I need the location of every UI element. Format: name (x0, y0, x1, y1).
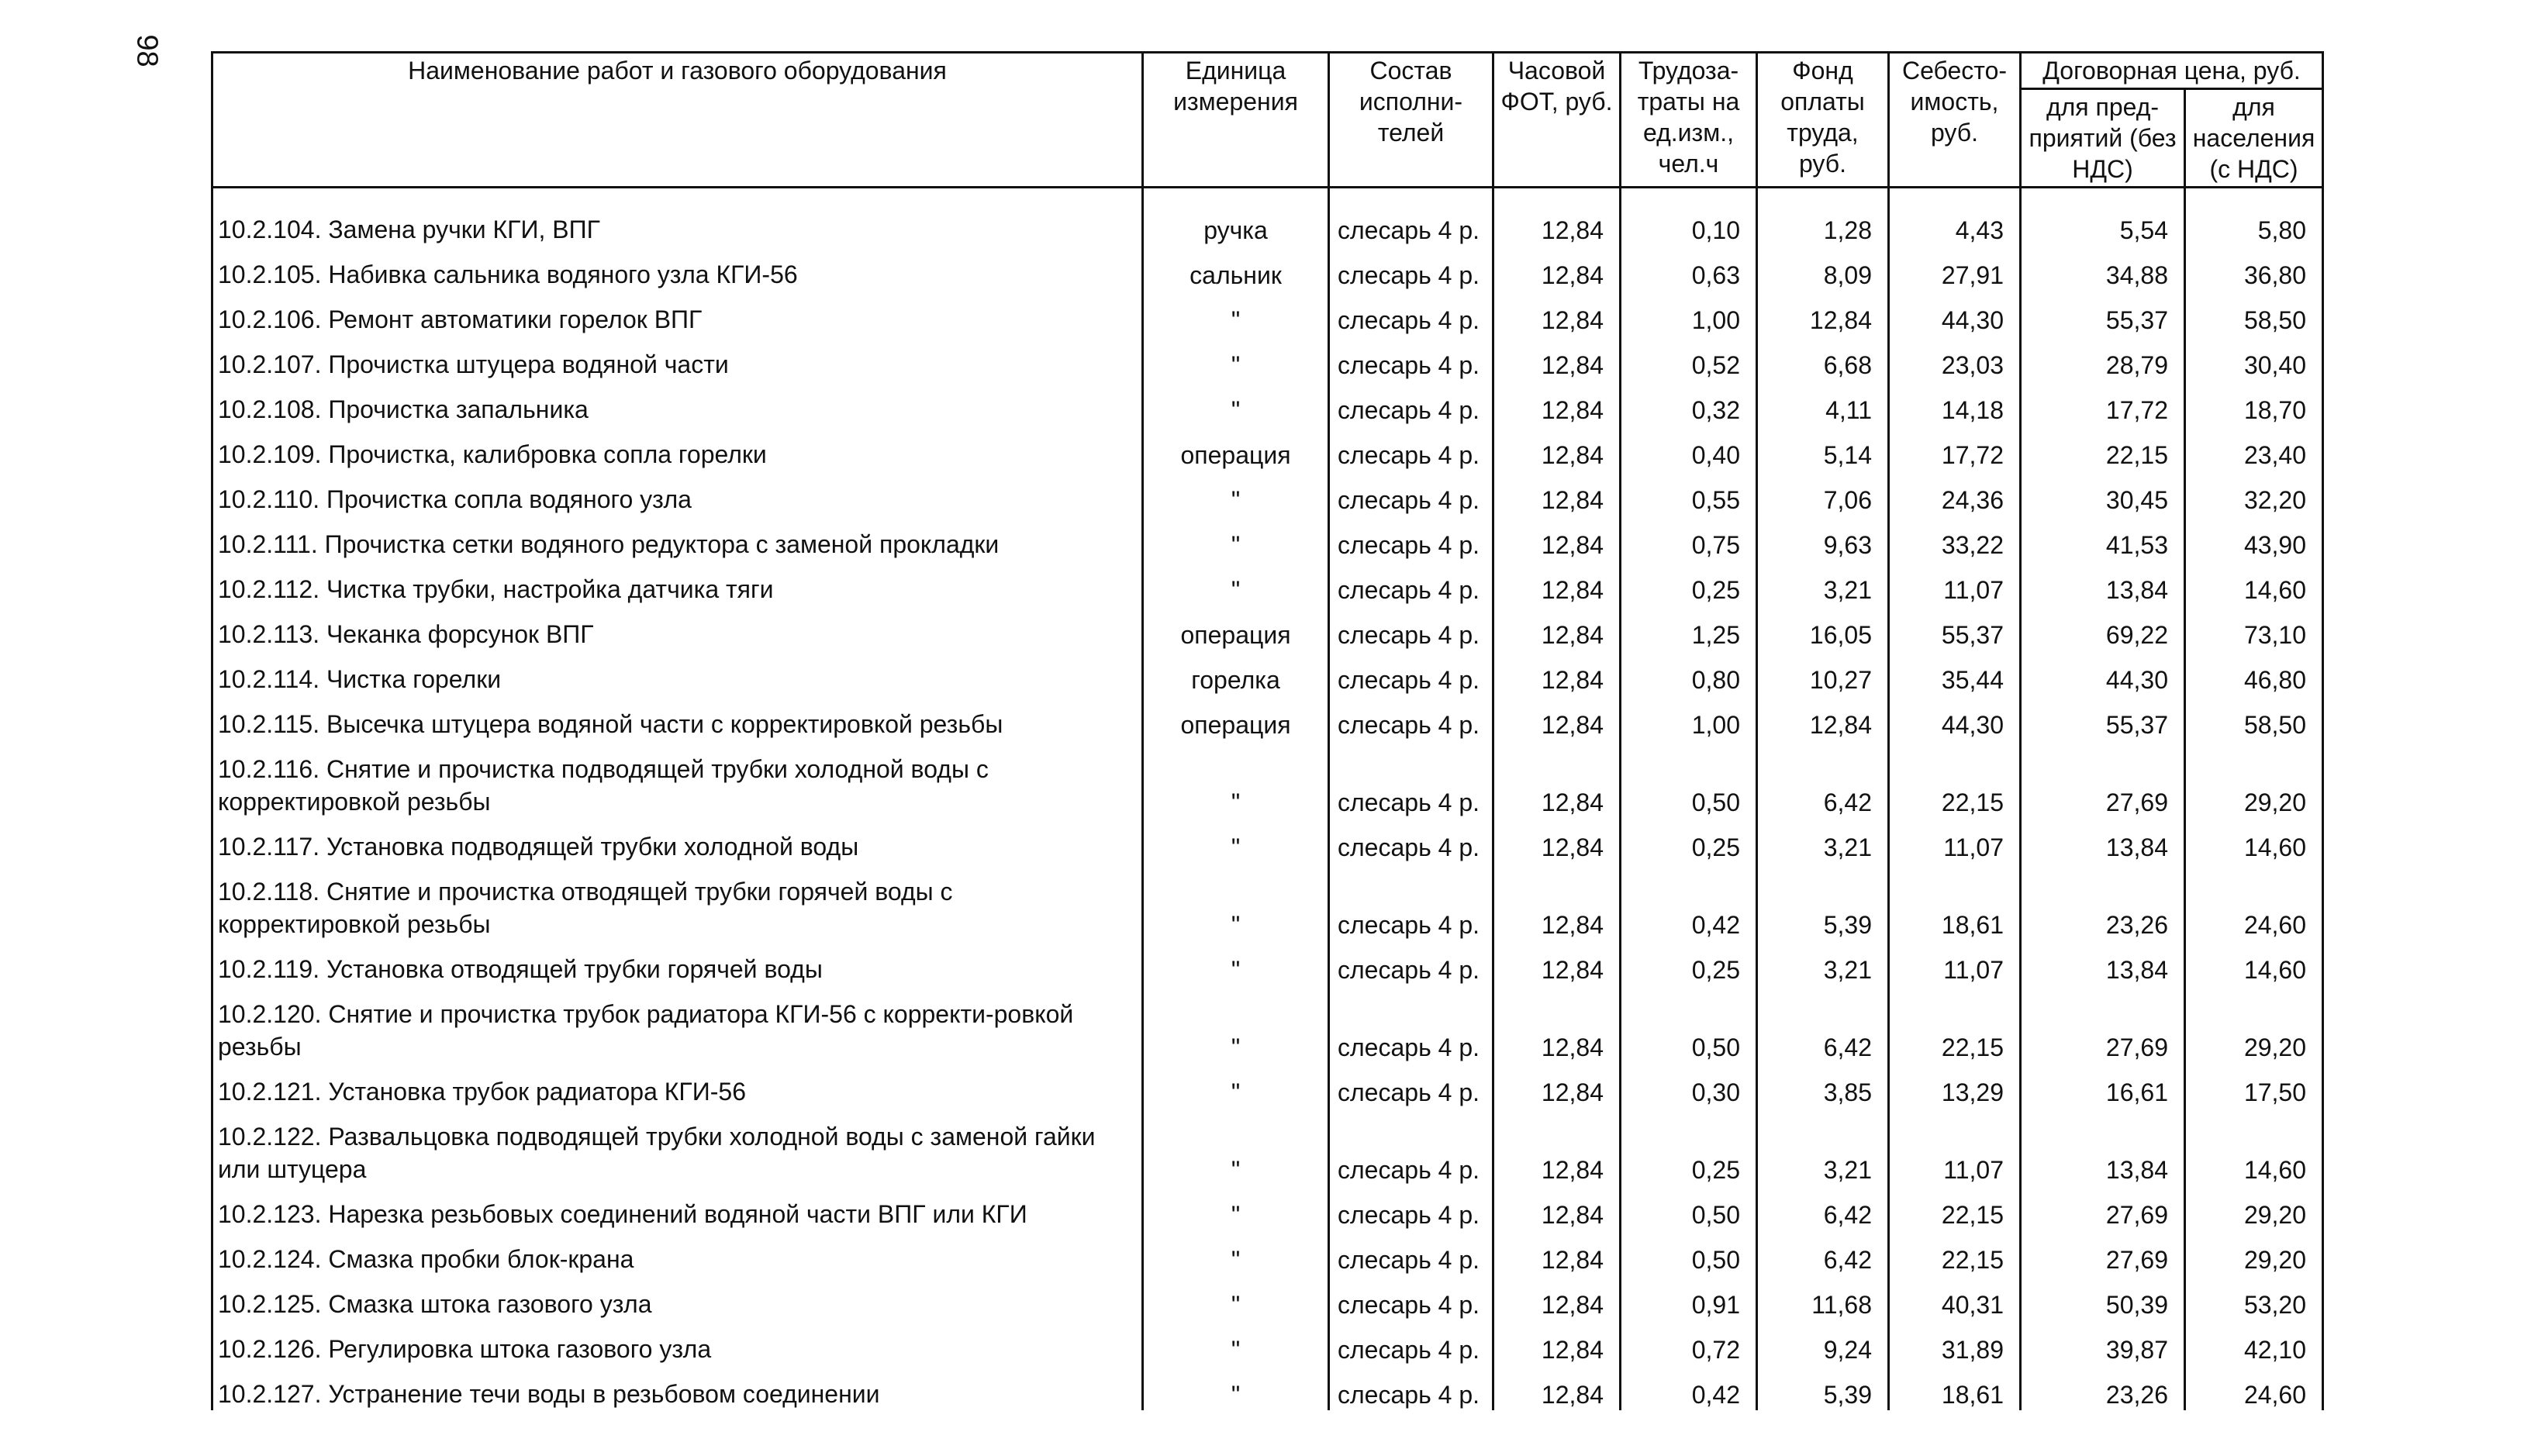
row-price-population: 5,80 (2185, 188, 2323, 247)
price-table (211, 51, 2324, 1410)
row-hourly-wage: 12,84 (1493, 1185, 1621, 1230)
row-wage-fund: 3,21 (1757, 561, 1889, 606)
row-price-enterprise: 27,69 (2021, 985, 2185, 1063)
row-hourly-wage: 12,84 (1493, 381, 1621, 426)
row-name: 10.2.108. Прочистка запальника (212, 381, 1143, 426)
row-price-population: 29,20 (2185, 985, 2323, 1063)
row-price-population: 17,50 (2185, 1063, 2323, 1108)
row-price-enterprise: 23,26 (2021, 1365, 2185, 1410)
row-hourly-wage: 12,84 (1493, 1230, 1621, 1275)
row-unit: " (1143, 1365, 1329, 1410)
row-staff: слесарь 4 р. (1329, 1230, 1493, 1275)
row-price-enterprise: 5,54 (2021, 188, 2185, 247)
row-price-population: 58,50 (2185, 695, 2323, 740)
row-price-enterprise: 27,69 (2021, 740, 2185, 818)
row-cost: 22,15 (1889, 740, 2021, 818)
table-row (212, 516, 2323, 561)
row-staff: слесарь 4 р. (1329, 818, 1493, 863)
row-price-population: 32,20 (2185, 471, 2323, 516)
row-hourly-wage: 12,84 (1493, 426, 1621, 471)
row-staff: слесарь 4 р. (1329, 426, 1493, 471)
row-price-population: 53,20 (2185, 1275, 2323, 1320)
row-labor: 1,00 (1621, 695, 1757, 740)
row-staff: слесарь 4 р. (1329, 1185, 1493, 1230)
row-price-population: 29,20 (2185, 1185, 2323, 1230)
table-row (212, 246, 2323, 291)
row-hourly-wage: 12,84 (1493, 985, 1621, 1063)
row-labor: 0,42 (1621, 863, 1757, 940)
table-row (212, 1275, 2323, 1320)
row-unit: " (1143, 336, 1329, 381)
row-name: 10.2.123. Нарезка резьбовых соединений водяной части ВПГ или КГИ (212, 1185, 1143, 1230)
table-row (212, 1108, 2323, 1185)
row-name: 10.2.122. Развальцовка подводящей трубки холодной воды с заменой гайки или штуцера (212, 1108, 1143, 1185)
row-cost: 14,18 (1889, 381, 2021, 426)
row-wage-fund: 5,39 (1757, 1365, 1889, 1410)
row-price-enterprise: 22,15 (2021, 426, 2185, 471)
row-hourly-wage: 12,84 (1493, 336, 1621, 381)
row-unit: операция (1143, 426, 1329, 471)
row-price-enterprise: 41,53 (2021, 516, 2185, 561)
row-price-population: 24,60 (2185, 1365, 2323, 1410)
row-name: 10.2.116. Снятие и прочистка подводящей трубки холодной воды с корректировкой резьбы (212, 740, 1143, 818)
row-labor: 0,30 (1621, 1063, 1757, 1108)
row-unit: сальник (1143, 246, 1329, 291)
table-body (212, 188, 2323, 1411)
row-labor: 0,50 (1621, 1230, 1757, 1275)
row-unit: " (1143, 1108, 1329, 1185)
row-name: 10.2.107. Прочистка штуцера водяной части (212, 336, 1143, 381)
page-number: 98 (130, 34, 164, 67)
table-row (212, 1063, 2323, 1108)
row-wage-fund: 12,84 (1757, 291, 1889, 336)
row-price-enterprise: 55,37 (2021, 291, 2185, 336)
row-unit: " (1143, 818, 1329, 863)
row-staff: слесарь 4 р. (1329, 606, 1493, 650)
row-hourly-wage: 12,84 (1493, 863, 1621, 940)
row-staff: слесарь 4 р. (1329, 985, 1493, 1063)
row-cost: 23,03 (1889, 336, 2021, 381)
table-row (212, 695, 2323, 740)
row-unit: " (1143, 1063, 1329, 1108)
row-labor: 0,63 (1621, 246, 1757, 291)
row-price-enterprise: 13,84 (2021, 818, 2185, 863)
row-price-enterprise: 27,69 (2021, 1185, 2185, 1230)
row-cost: 18,61 (1889, 1365, 2021, 1410)
row-price-population: 29,20 (2185, 1230, 2323, 1275)
row-price-population: 14,60 (2185, 818, 2323, 863)
row-hourly-wage: 12,84 (1493, 818, 1621, 863)
row-name: 10.2.113. Чеканка форсунок ВПГ (212, 606, 1143, 650)
row-hourly-wage: 12,84 (1493, 516, 1621, 561)
row-price-population: 24,60 (2185, 863, 2323, 940)
row-name: 10.2.126. Регулировка штока газового узла (212, 1320, 1143, 1365)
table-row (212, 336, 2323, 381)
row-name: 10.2.104. Замена ручки КГИ, ВПГ (212, 188, 1143, 247)
row-price-population: 18,70 (2185, 381, 2323, 426)
row-name: 10.2.124. Смазка пробки блок-крана (212, 1230, 1143, 1275)
row-hourly-wage: 12,84 (1493, 188, 1621, 247)
row-hourly-wage: 12,84 (1493, 695, 1621, 740)
row-wage-fund: 3,85 (1757, 1063, 1889, 1108)
row-wage-fund: 12,84 (1757, 695, 1889, 740)
table-row (212, 426, 2323, 471)
row-cost: 11,07 (1889, 818, 2021, 863)
row-labor: 0,55 (1621, 471, 1757, 516)
row-labor: 0,10 (1621, 188, 1757, 247)
row-price-population: 29,20 (2185, 740, 2323, 818)
row-hourly-wage: 12,84 (1493, 561, 1621, 606)
row-price-population: 46,80 (2185, 650, 2323, 695)
row-hourly-wage: 12,84 (1493, 1365, 1621, 1410)
row-cost: 18,61 (1889, 863, 2021, 940)
row-unit: горелка (1143, 650, 1329, 695)
row-wage-fund: 7,06 (1757, 471, 1889, 516)
row-unit: ручка (1143, 188, 1329, 247)
row-wage-fund: 5,39 (1757, 863, 1889, 940)
row-name: 10.2.105. Набивка сальника водяного узла КГИ-56 (212, 246, 1143, 291)
row-staff: слесарь 4 р. (1329, 695, 1493, 740)
row-hourly-wage: 12,84 (1493, 1108, 1621, 1185)
row-unit: " (1143, 291, 1329, 336)
row-price-population: 73,10 (2185, 606, 2323, 650)
row-unit: " (1143, 516, 1329, 561)
row-staff: слесарь 4 р. (1329, 1063, 1493, 1108)
row-price-population: 36,80 (2185, 246, 2323, 291)
row-name: 10.2.121. Установка трубок радиатора КГИ-56 (212, 1063, 1143, 1108)
row-cost: 22,15 (1889, 1185, 2021, 1230)
row-wage-fund: 3,21 (1757, 940, 1889, 985)
row-labor: 0,52 (1621, 336, 1757, 381)
row-wage-fund: 6,68 (1757, 336, 1889, 381)
row-unit: " (1143, 381, 1329, 426)
row-price-population: 42,10 (2185, 1320, 2323, 1365)
row-name: 10.2.115. Высечка штуцера водяной части с корректировкой резьбы (212, 695, 1143, 740)
row-labor: 0,72 (1621, 1320, 1757, 1365)
row-price-population: 14,60 (2185, 561, 2323, 606)
row-name: 10.2.112. Чистка трубки, настройка датчика тяги (212, 561, 1143, 606)
row-staff: слесарь 4 р. (1329, 940, 1493, 985)
row-wage-fund: 6,42 (1757, 740, 1889, 818)
row-price-population: 43,90 (2185, 516, 2323, 561)
row-wage-fund: 3,21 (1757, 1108, 1889, 1185)
header-cost: Себесто-имость, руб. (1889, 53, 2021, 188)
row-labor: 0,32 (1621, 381, 1757, 426)
row-cost: 44,30 (1889, 291, 2021, 336)
row-name: 10.2.127. Устранение течи воды в резьбовом соединении (212, 1365, 1143, 1410)
row-staff: слесарь 4 р. (1329, 740, 1493, 818)
row-cost: 11,07 (1889, 561, 2021, 606)
table-row (212, 740, 2323, 818)
row-wage-fund: 11,68 (1757, 1275, 1889, 1320)
row-hourly-wage: 12,84 (1493, 650, 1621, 695)
row-staff: слесарь 4 р. (1329, 863, 1493, 940)
table-row (212, 1365, 2323, 1410)
row-price-population: 14,60 (2185, 1108, 2323, 1185)
row-staff: слесарь 4 р. (1329, 516, 1493, 561)
row-hourly-wage: 12,84 (1493, 606, 1621, 650)
row-labor: 1,00 (1621, 291, 1757, 336)
row-price-enterprise: 16,61 (2021, 1063, 2185, 1108)
row-cost: 17,72 (1889, 426, 2021, 471)
row-name: 10.2.110. Прочистка сопла водяного узла (212, 471, 1143, 516)
row-cost: 4,43 (1889, 188, 2021, 247)
row-unit: " (1143, 1230, 1329, 1275)
table-row (212, 985, 2323, 1063)
row-hourly-wage: 12,84 (1493, 740, 1621, 818)
row-labor: 0,91 (1621, 1275, 1757, 1320)
row-labor: 0,42 (1621, 1365, 1757, 1410)
row-cost: 55,37 (1889, 606, 2021, 650)
row-price-enterprise: 69,22 (2021, 606, 2185, 650)
row-staff: слесарь 4 р. (1329, 1365, 1493, 1410)
table-row (212, 1230, 2323, 1275)
row-wage-fund: 9,63 (1757, 516, 1889, 561)
header-staff: Состав исполни-телей (1329, 53, 1493, 188)
row-price-enterprise: 13,84 (2021, 561, 2185, 606)
row-hourly-wage: 12,84 (1493, 291, 1621, 336)
row-hourly-wage: 12,84 (1493, 246, 1621, 291)
row-labor: 0,50 (1621, 985, 1757, 1063)
row-cost: 11,07 (1889, 1108, 2021, 1185)
row-unit: операция (1143, 606, 1329, 650)
row-labor: 0,50 (1621, 1185, 1757, 1230)
row-labor: 0,40 (1621, 426, 1757, 471)
row-price-enterprise: 27,69 (2021, 1230, 2185, 1275)
row-wage-fund: 9,24 (1757, 1320, 1889, 1365)
row-wage-fund: 16,05 (1757, 606, 1889, 650)
row-unit: " (1143, 1320, 1329, 1365)
row-name: 10.2.114. Чистка горелки (212, 650, 1143, 695)
row-labor: 0,25 (1621, 940, 1757, 985)
table-row (212, 188, 2323, 247)
row-wage-fund: 6,42 (1757, 1185, 1889, 1230)
row-labor: 0,75 (1621, 516, 1757, 561)
header-price-enterprise: для пред-приятий (без НДС) (2021, 89, 2185, 188)
row-staff: слесарь 4 р. (1329, 188, 1493, 247)
row-cost: 44,30 (1889, 695, 2021, 740)
header-unit: Единица измерения (1143, 53, 1329, 188)
row-price-enterprise: 30,45 (2021, 471, 2185, 516)
row-labor: 0,25 (1621, 818, 1757, 863)
header-fund: Фонд оплаты труда, руб. (1757, 53, 1889, 188)
row-staff: слесарь 4 р. (1329, 291, 1493, 336)
table-row (212, 381, 2323, 426)
row-staff: слесарь 4 р. (1329, 650, 1493, 695)
row-cost: 13,29 (1889, 1063, 2021, 1108)
row-cost: 27,91 (1889, 246, 2021, 291)
row-staff: слесарь 4 р. (1329, 381, 1493, 426)
row-unit: " (1143, 561, 1329, 606)
row-hourly-wage: 12,84 (1493, 1063, 1621, 1108)
row-labor: 0,50 (1621, 740, 1757, 818)
row-wage-fund: 8,09 (1757, 246, 1889, 291)
row-price-enterprise: 17,72 (2021, 381, 2185, 426)
row-labor: 1,25 (1621, 606, 1757, 650)
row-staff: слесарь 4 р. (1329, 1320, 1493, 1365)
row-unit: " (1143, 985, 1329, 1063)
row-price-enterprise: 13,84 (2021, 1108, 2185, 1185)
row-labor: 0,80 (1621, 650, 1757, 695)
row-wage-fund: 1,28 (1757, 188, 1889, 247)
row-wage-fund: 10,27 (1757, 650, 1889, 695)
row-wage-fund: 5,14 (1757, 426, 1889, 471)
row-name: 10.2.109. Прочистка, калибровка сопла горелки (212, 426, 1143, 471)
row-cost: 35,44 (1889, 650, 2021, 695)
row-price-enterprise: 50,39 (2021, 1275, 2185, 1320)
row-unit: " (1143, 863, 1329, 940)
row-staff: слесарь 4 р. (1329, 471, 1493, 516)
row-unit: " (1143, 740, 1329, 818)
row-staff: слесарь 4 р. (1329, 336, 1493, 381)
row-wage-fund: 4,11 (1757, 381, 1889, 426)
row-staff: слесарь 4 р. (1329, 1108, 1493, 1185)
table-row (212, 940, 2323, 985)
table-row (212, 818, 2323, 863)
row-price-enterprise: 28,79 (2021, 336, 2185, 381)
row-price-population: 14,60 (2185, 940, 2323, 985)
table-row (212, 291, 2323, 336)
row-name: 10.2.111. Прочистка сетки водяного редуктора с заменой прокладки (212, 516, 1143, 561)
row-price-enterprise: 39,87 (2021, 1320, 2185, 1365)
row-name: 10.2.117. Установка подводящей трубки холодной воды (212, 818, 1143, 863)
row-unit: " (1143, 1275, 1329, 1320)
row-name: 10.2.120. Снятие и прочистка трубок радиатора КГИ-56 с корректи-ровкой резьбы (212, 985, 1143, 1063)
row-labor: 0,25 (1621, 1108, 1757, 1185)
table-row (212, 471, 2323, 516)
table-row (212, 606, 2323, 650)
row-unit: " (1143, 940, 1329, 985)
row-wage-fund: 6,42 (1757, 1230, 1889, 1275)
row-price-enterprise: 55,37 (2021, 695, 2185, 740)
row-hourly-wage: 12,84 (1493, 471, 1621, 516)
row-staff: слесарь 4 р. (1329, 1275, 1493, 1320)
row-price-population: 23,40 (2185, 426, 2323, 471)
table-row (212, 1185, 2323, 1230)
row-unit: " (1143, 471, 1329, 516)
row-name: 10.2.106. Ремонт автоматики горелок ВПГ (212, 291, 1143, 336)
row-cost: 31,89 (1889, 1320, 2021, 1365)
row-name: 10.2.119. Установка отводящей трубки горячей воды (212, 940, 1143, 985)
row-price-enterprise: 13,84 (2021, 940, 2185, 985)
row-name: 10.2.118. Снятие и прочистка отводящей трубки горячей воды с корректировкой резьбы (212, 863, 1143, 940)
table-row (212, 650, 2323, 695)
row-price-enterprise: 34,88 (2021, 246, 2185, 291)
row-cost: 22,15 (1889, 985, 2021, 1063)
row-wage-fund: 3,21 (1757, 818, 1889, 863)
row-cost: 22,15 (1889, 1230, 2021, 1275)
header-name: Наименование работ и газового оборудования (212, 53, 1143, 188)
row-price-population: 58,50 (2185, 291, 2323, 336)
row-wage-fund: 6,42 (1757, 985, 1889, 1063)
row-staff: слесарь 4 р. (1329, 561, 1493, 606)
row-price-enterprise: 44,30 (2021, 650, 2185, 695)
row-name: 10.2.125. Смазка штока газового узла (212, 1275, 1143, 1320)
row-cost: 33,22 (1889, 516, 2021, 561)
row-staff: слесарь 4 р. (1329, 246, 1493, 291)
table-row (212, 561, 2323, 606)
row-cost: 40,31 (1889, 1275, 2021, 1320)
row-cost: 11,07 (1889, 940, 2021, 985)
row-unit: операция (1143, 695, 1329, 740)
row-price-enterprise: 23,26 (2021, 863, 2185, 940)
row-hourly-wage: 12,84 (1493, 940, 1621, 985)
header-price-population: для населения (с НДС) (2185, 89, 2323, 188)
row-labor: 0,25 (1621, 561, 1757, 606)
header-labor: Трудоза-траты на ед.изм., чел.ч (1621, 53, 1757, 188)
table-row (212, 1320, 2323, 1365)
row-hourly-wage: 12,84 (1493, 1320, 1621, 1365)
row-cost: 24,36 (1889, 471, 2021, 516)
row-price-population: 30,40 (2185, 336, 2323, 381)
row-hourly-wage: 12,84 (1493, 1275, 1621, 1320)
header-price: Договорная цена, руб. (2021, 53, 2323, 89)
row-unit: " (1143, 1185, 1329, 1230)
header-hourly: Часовой ФОТ, руб. (1493, 53, 1621, 188)
table-row (212, 863, 2323, 940)
